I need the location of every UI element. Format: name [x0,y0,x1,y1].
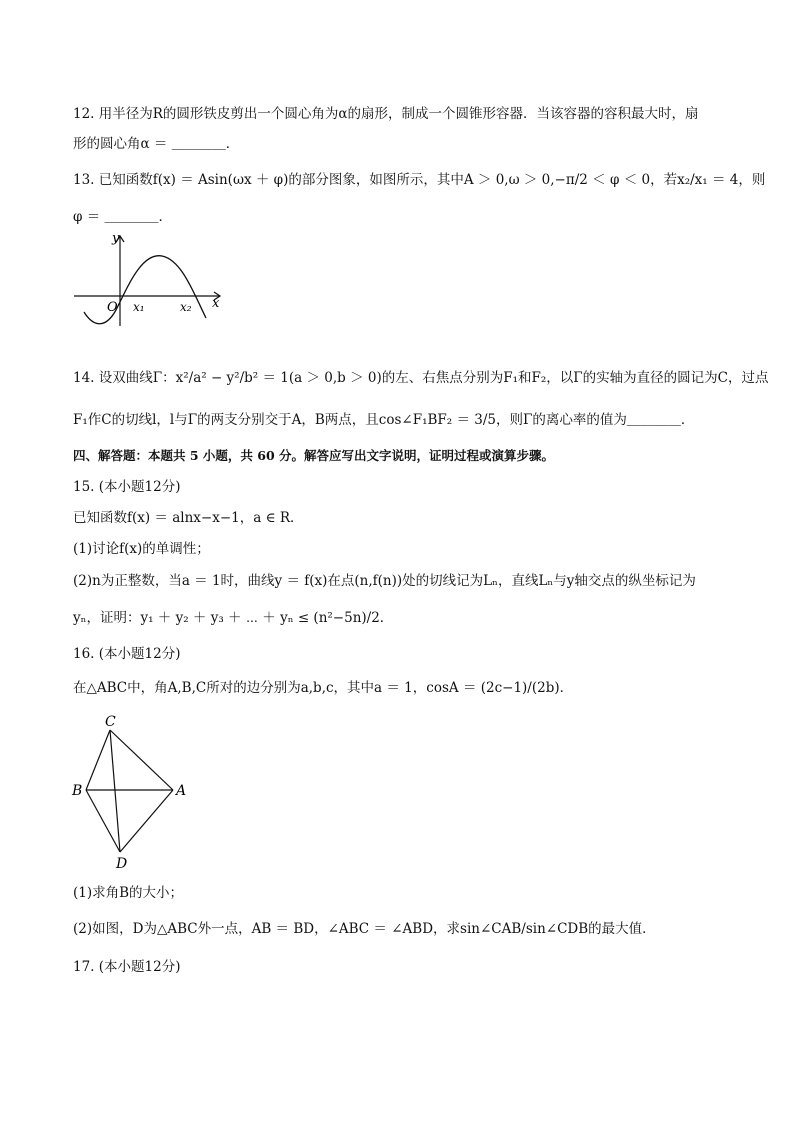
segment-cd [110,730,120,852]
origin-label: O [107,300,118,315]
q15-title: 15. (本小题12分) [73,479,181,495]
q16-part1: (1)求角B的大小； [73,885,184,901]
point-a-label: A [176,783,187,799]
point-b-label: B [72,783,83,799]
q16-stem: 在△ABC中，角A,B,C所对的边分别为a,b,c，其中a ＝ 1，cosA ＝ (2c−1)/(2b)． [73,680,574,696]
q13-line1: 13. 已知函数f(x) ＝ Asin(ωx ＋ φ)的部分图象，如图所示，其中A ＞ 0,ω ＞ 0,−π/2 ＜ φ ＜ 0，若x₂/x₁ ＝ 4，则 [73,172,766,188]
q16-triangle-figure [68,712,198,872]
x1-label: x₁ [133,300,145,314]
x2-label: x₂ [180,300,192,314]
q13-line2: φ ＝ ＿＿＿＿． [73,209,173,225]
segment-cb [86,730,110,790]
q16-part2: (2)如图，D为△ABC外一点，AB ＝ BD，∠ABC ＝ ∠ABD，求sin∠CAB/sin∠CDB的最大值． [73,921,656,937]
segment-bd [86,790,120,852]
x-axis-label: x [212,296,220,311]
q14-line2: F₁作C的切线l，l与Γ的两支分别交于A，B两点，且cos∠F₁BF₂ ＝ 3/5，则Γ的离心率的值为＿＿＿＿． [73,412,695,428]
point-d-label: D [116,856,128,872]
q16-title: 16. (本小题12分) [73,646,181,662]
q14-line1: 14. 设双曲线Γ：x²/a² − y²/b² ＝ 1(a ＞ 0,b ＞ 0)的左、右焦点分别为F₁和F₂，以Γ的实轴为直径的圆记为C，过点 [73,370,769,386]
segment-ca [110,730,173,790]
q12-line1: 12. 用半径为R的圆形铁皮剪出一个圆心角为α的扇形，制成一个圆锥形容器．当该容器的容积最大时，扇 [73,106,699,122]
section4-heading: 四、解答题：本题共 5 小题，共 60 分。解答应写出文字说明，证明过程或演算步骤。 [73,448,555,463]
q12-line2: 形的圆心角α ＝ ＿＿＿＿． [73,136,240,152]
q13-sine-graph [70,230,230,330]
q17-title: 17. (本小题12分) [73,959,181,975]
y-axis-label: y [112,231,120,246]
q15-part1: (1)讨论f(x)的单调性； [73,541,210,557]
q15-part2-line1: (2)n为正整数，当a ＝ 1时，曲线y ＝ f(x)在点(n,f(n))处的切线记为Lₙ，直线Lₙ与y轴交点的纵坐标记为 [73,573,696,589]
q15-part2-line2: yₙ，证明：y₁ ＋ y₂ ＋ y₃ ＋ ⋯ ＋ yₙ ≤ (n²−5n)/2． [73,610,394,626]
point-c-label: C [105,714,116,730]
segment-ad [120,790,173,852]
q15-stem: 已知函数f(x) ＝ alnx−x−1，a ∈ R． [73,510,304,526]
